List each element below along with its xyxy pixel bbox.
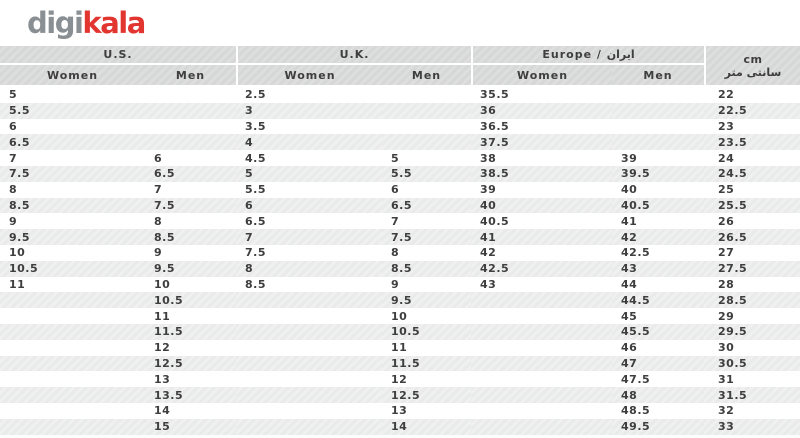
table-row [0, 182, 800, 198]
size-cell-uk-women: 6 [236, 198, 382, 214]
size-cell-eu-men: 40 [612, 182, 704, 198]
size-cell-eu-women: 38 [471, 150, 612, 166]
cm-unit-label: cm [743, 52, 763, 66]
size-cell-uk-women: 5 [236, 166, 382, 182]
size-cell-cm: 32 [704, 403, 800, 419]
size-cell-uk-men: 7.5 [382, 229, 471, 245]
size-cell-uk-women: 3 [236, 103, 382, 119]
table-row [0, 340, 800, 356]
size-cell-us-women: 5.5 [0, 103, 145, 119]
size-cell-uk-men [382, 87, 471, 103]
size-cell-us-men: 8.5 [145, 229, 236, 245]
size-cell-uk-men: 5.5 [382, 166, 471, 182]
size-cell-eu-men: 46 [612, 340, 704, 356]
table-row [0, 371, 800, 387]
size-cell-us-women: 7.5 [0, 166, 145, 182]
size-cell-eu-men: 48 [612, 387, 704, 403]
size-cell-cm: 22.5 [704, 103, 800, 119]
size-cell-uk-men [382, 119, 471, 135]
size-cell-us-women: 11 [0, 277, 145, 293]
size-cell-eu-women [471, 419, 612, 435]
size-cell-uk-women: 5.5 [236, 182, 382, 198]
size-cell-eu-women [471, 403, 612, 419]
size-cell-us-women [0, 403, 145, 419]
size-cell-us-men: 6 [145, 150, 236, 166]
size-cell-uk-women: 7.5 [236, 245, 382, 261]
size-cell-eu-men: 42 [612, 229, 704, 245]
size-cell-us-women [0, 340, 145, 356]
size-cell-eu-men: 44 [612, 277, 704, 293]
size-cell-us-men: 7.5 [145, 198, 236, 214]
size-cell-cm: 29.5 [704, 324, 800, 340]
size-cell-us-women [0, 387, 145, 403]
size-cell-us-women: 9 [0, 213, 145, 229]
size-cell-us-men [145, 87, 236, 103]
size-cell-us-men [145, 103, 236, 119]
size-cell-us-men: 10.5 [145, 292, 236, 308]
size-cell-us-women: 7 [0, 150, 145, 166]
size-cell-uk-women: 4.5 [236, 150, 382, 166]
table-row [0, 119, 800, 135]
size-cell-uk-men: 9.5 [382, 292, 471, 308]
table-row [0, 308, 800, 324]
size-cell-cm: 31.5 [704, 387, 800, 403]
table-header [0, 46, 800, 87]
table-row [0, 324, 800, 340]
size-cell-us-women [0, 308, 145, 324]
table-row [0, 387, 800, 403]
size-cell-us-women: 9.5 [0, 229, 145, 245]
size-cell-eu-women [471, 371, 612, 387]
size-cell-us-men: 12.5 [145, 356, 236, 372]
size-cell-eu-men: 40.5 [612, 198, 704, 214]
table-row [0, 277, 800, 293]
table-row [0, 245, 800, 261]
size-table-body [0, 87, 800, 435]
size-cell-eu-women: 35.5 [471, 87, 612, 103]
size-cell-uk-men: 9 [382, 277, 471, 293]
size-cell-eu-men: 41 [612, 213, 704, 229]
group-header-uk: U.K. [236, 46, 471, 65]
size-cell-uk-women [236, 387, 382, 403]
size-cell-uk-men: 7 [382, 213, 471, 229]
size-cell-us-women [0, 292, 145, 308]
size-cell-uk-women: 8.5 [236, 277, 382, 293]
table-row [0, 103, 800, 119]
size-cell-eu-women: 41 [471, 229, 612, 245]
size-cell-uk-women [236, 403, 382, 419]
size-cell-us-women: 8 [0, 182, 145, 198]
size-cell-uk-men: 10.5 [382, 324, 471, 340]
size-cell-us-men: 14 [145, 403, 236, 419]
size-cell-uk-women [236, 340, 382, 356]
size-cell-us-men: 8 [145, 213, 236, 229]
size-cell-uk-men: 8 [382, 245, 471, 261]
group-header-us: U.S. [0, 46, 236, 65]
size-cell-uk-women [236, 371, 382, 387]
size-cell-us-men: 7 [145, 182, 236, 198]
size-cell-eu-men: 49.5 [612, 419, 704, 435]
size-cell-eu-women: 39 [471, 182, 612, 198]
size-cell-eu-women [471, 387, 612, 403]
size-cell-us-men: 6.5 [145, 166, 236, 182]
size-cell-uk-men: 11 [382, 340, 471, 356]
table-row [0, 213, 800, 229]
size-cell-cm: 25 [704, 182, 800, 198]
size-cell-cm: 23.5 [704, 134, 800, 150]
size-cell-us-men: 11 [145, 308, 236, 324]
group-header-row [0, 46, 800, 65]
size-cell-cm: 22 [704, 87, 800, 103]
table-row [0, 198, 800, 214]
size-cell-uk-men: 5 [382, 150, 471, 166]
size-cell-us-women: 6 [0, 119, 145, 135]
size-cell-eu-men: 47.5 [612, 371, 704, 387]
subheader-us-women: Women [0, 65, 145, 87]
size-cell-eu-women: 43 [471, 277, 612, 293]
size-cell-us-men [145, 119, 236, 135]
subheader-eu-women: Women [471, 65, 612, 87]
size-cell-cm: 26 [704, 213, 800, 229]
size-cell-eu-women [471, 356, 612, 372]
size-cell-cm: 25.5 [704, 198, 800, 214]
subheader-us-men: Men [145, 65, 236, 87]
size-cell-cm: 31 [704, 371, 800, 387]
size-cell-cm: 30 [704, 340, 800, 356]
size-cell-eu-women: 40 [471, 198, 612, 214]
subheader-uk-women: Women [236, 65, 382, 87]
size-cell-us-women: 10 [0, 245, 145, 261]
size-cell-us-women [0, 356, 145, 372]
size-cell-uk-women: 7 [236, 229, 382, 245]
table-row [0, 150, 800, 166]
cm-unit-label-farsi: سانتی متر [724, 65, 782, 79]
size-cell-eu-men: 42.5 [612, 245, 704, 261]
size-cell-uk-women [236, 356, 382, 372]
group-header-cm [704, 46, 800, 87]
size-cell-eu-men: 45.5 [612, 324, 704, 340]
size-cell-uk-men: 13 [382, 403, 471, 419]
logo-text-kala: kala [82, 6, 145, 40]
shoe-size-conversion-table [0, 46, 800, 435]
size-cell-eu-men: 47 [612, 356, 704, 372]
size-cell-us-men: 13 [145, 371, 236, 387]
size-cell-cm: 28 [704, 277, 800, 293]
size-cell-uk-women: 4 [236, 134, 382, 150]
size-cell-uk-men [382, 134, 471, 150]
subheader-uk-men: Men [382, 65, 471, 87]
size-cell-us-men: 12 [145, 340, 236, 356]
table-row [0, 87, 800, 103]
size-cell-eu-women: 36.5 [471, 119, 612, 135]
table-row [0, 292, 800, 308]
size-cell-cm: 30.5 [704, 356, 800, 372]
table-row [0, 261, 800, 277]
size-cell-uk-men: 6.5 [382, 198, 471, 214]
size-cell-uk-women: 3.5 [236, 119, 382, 135]
size-cell-us-women: 6.5 [0, 134, 145, 150]
size-cell-eu-women: 40.5 [471, 213, 612, 229]
size-cell-uk-men: 10 [382, 308, 471, 324]
table-row [0, 229, 800, 245]
size-cell-eu-women [471, 324, 612, 340]
sub-header-row [0, 65, 800, 87]
size-cell-eu-women: 36 [471, 103, 612, 119]
table-row [0, 403, 800, 419]
logo-text-digi: digi [27, 6, 83, 40]
size-cell-uk-women [236, 292, 382, 308]
size-cell-eu-women: 38.5 [471, 166, 612, 182]
size-cell-us-men: 13.5 [145, 387, 236, 403]
size-cell-cm: 24 [704, 150, 800, 166]
size-cell-eu-women: 37.5 [471, 134, 612, 150]
size-cell-us-women: 5 [0, 87, 145, 103]
size-cell-us-women [0, 371, 145, 387]
size-cell-uk-men [382, 103, 471, 119]
size-cell-uk-women [236, 419, 382, 435]
size-cell-eu-women [471, 340, 612, 356]
size-cell-us-men: 15 [145, 419, 236, 435]
size-cell-uk-men: 11.5 [382, 356, 471, 372]
size-cell-cm: 24.5 [704, 166, 800, 182]
size-cell-eu-women [471, 308, 612, 324]
size-cell-eu-men: 39.5 [612, 166, 704, 182]
size-cell-cm: 29 [704, 308, 800, 324]
size-cell-uk-men: 12 [382, 371, 471, 387]
size-cell-us-men: 10 [145, 277, 236, 293]
subheader-eu-men: Men [612, 65, 704, 87]
size-cell-cm: 27 [704, 245, 800, 261]
size-cell-us-men: 11.5 [145, 324, 236, 340]
table-row [0, 134, 800, 150]
size-cell-eu-women: 42.5 [471, 261, 612, 277]
size-cell-us-women: 8.5 [0, 198, 145, 214]
table-row [0, 419, 800, 435]
size-cell-cm: 33 [704, 419, 800, 435]
group-header-europe-iran: Europe / ایران [471, 46, 704, 65]
size-cell-us-women [0, 324, 145, 340]
size-cell-us-men [145, 134, 236, 150]
size-cell-eu-men: 48.5 [612, 403, 704, 419]
size-cell-cm: 26.5 [704, 229, 800, 245]
size-cell-eu-men: 43 [612, 261, 704, 277]
size-cell-eu-men: 44.5 [612, 292, 704, 308]
size-cell-eu-men: 45 [612, 308, 704, 324]
size-cell-eu-men [612, 103, 704, 119]
size-cell-uk-women [236, 308, 382, 324]
size-cell-uk-men: 6 [382, 182, 471, 198]
table-row [0, 356, 800, 372]
table-row [0, 166, 800, 182]
size-cell-eu-women: 42 [471, 245, 612, 261]
size-cell-uk-women [236, 324, 382, 340]
size-cell-uk-women: 6.5 [236, 213, 382, 229]
size-cell-uk-men: 14 [382, 419, 471, 435]
size-cell-eu-women [471, 292, 612, 308]
size-cell-eu-men [612, 119, 704, 135]
size-cell-uk-women: 2.5 [236, 87, 382, 103]
digikala-logo [27, 6, 145, 40]
size-cell-us-women [0, 419, 145, 435]
size-cell-cm: 27.5 [704, 261, 800, 277]
size-cell-eu-men: 39 [612, 150, 704, 166]
size-cell-cm: 23 [704, 119, 800, 135]
size-cell-eu-men [612, 87, 704, 103]
size-cell-uk-men: 12.5 [382, 387, 471, 403]
size-cell-cm: 28.5 [704, 292, 800, 308]
size-cell-uk-women: 8 [236, 261, 382, 277]
size-cell-us-women: 10.5 [0, 261, 145, 277]
size-cell-eu-men [612, 134, 704, 150]
size-cell-us-men: 9.5 [145, 261, 236, 277]
size-cell-uk-men: 8.5 [382, 261, 471, 277]
size-cell-us-men: 9 [145, 245, 236, 261]
